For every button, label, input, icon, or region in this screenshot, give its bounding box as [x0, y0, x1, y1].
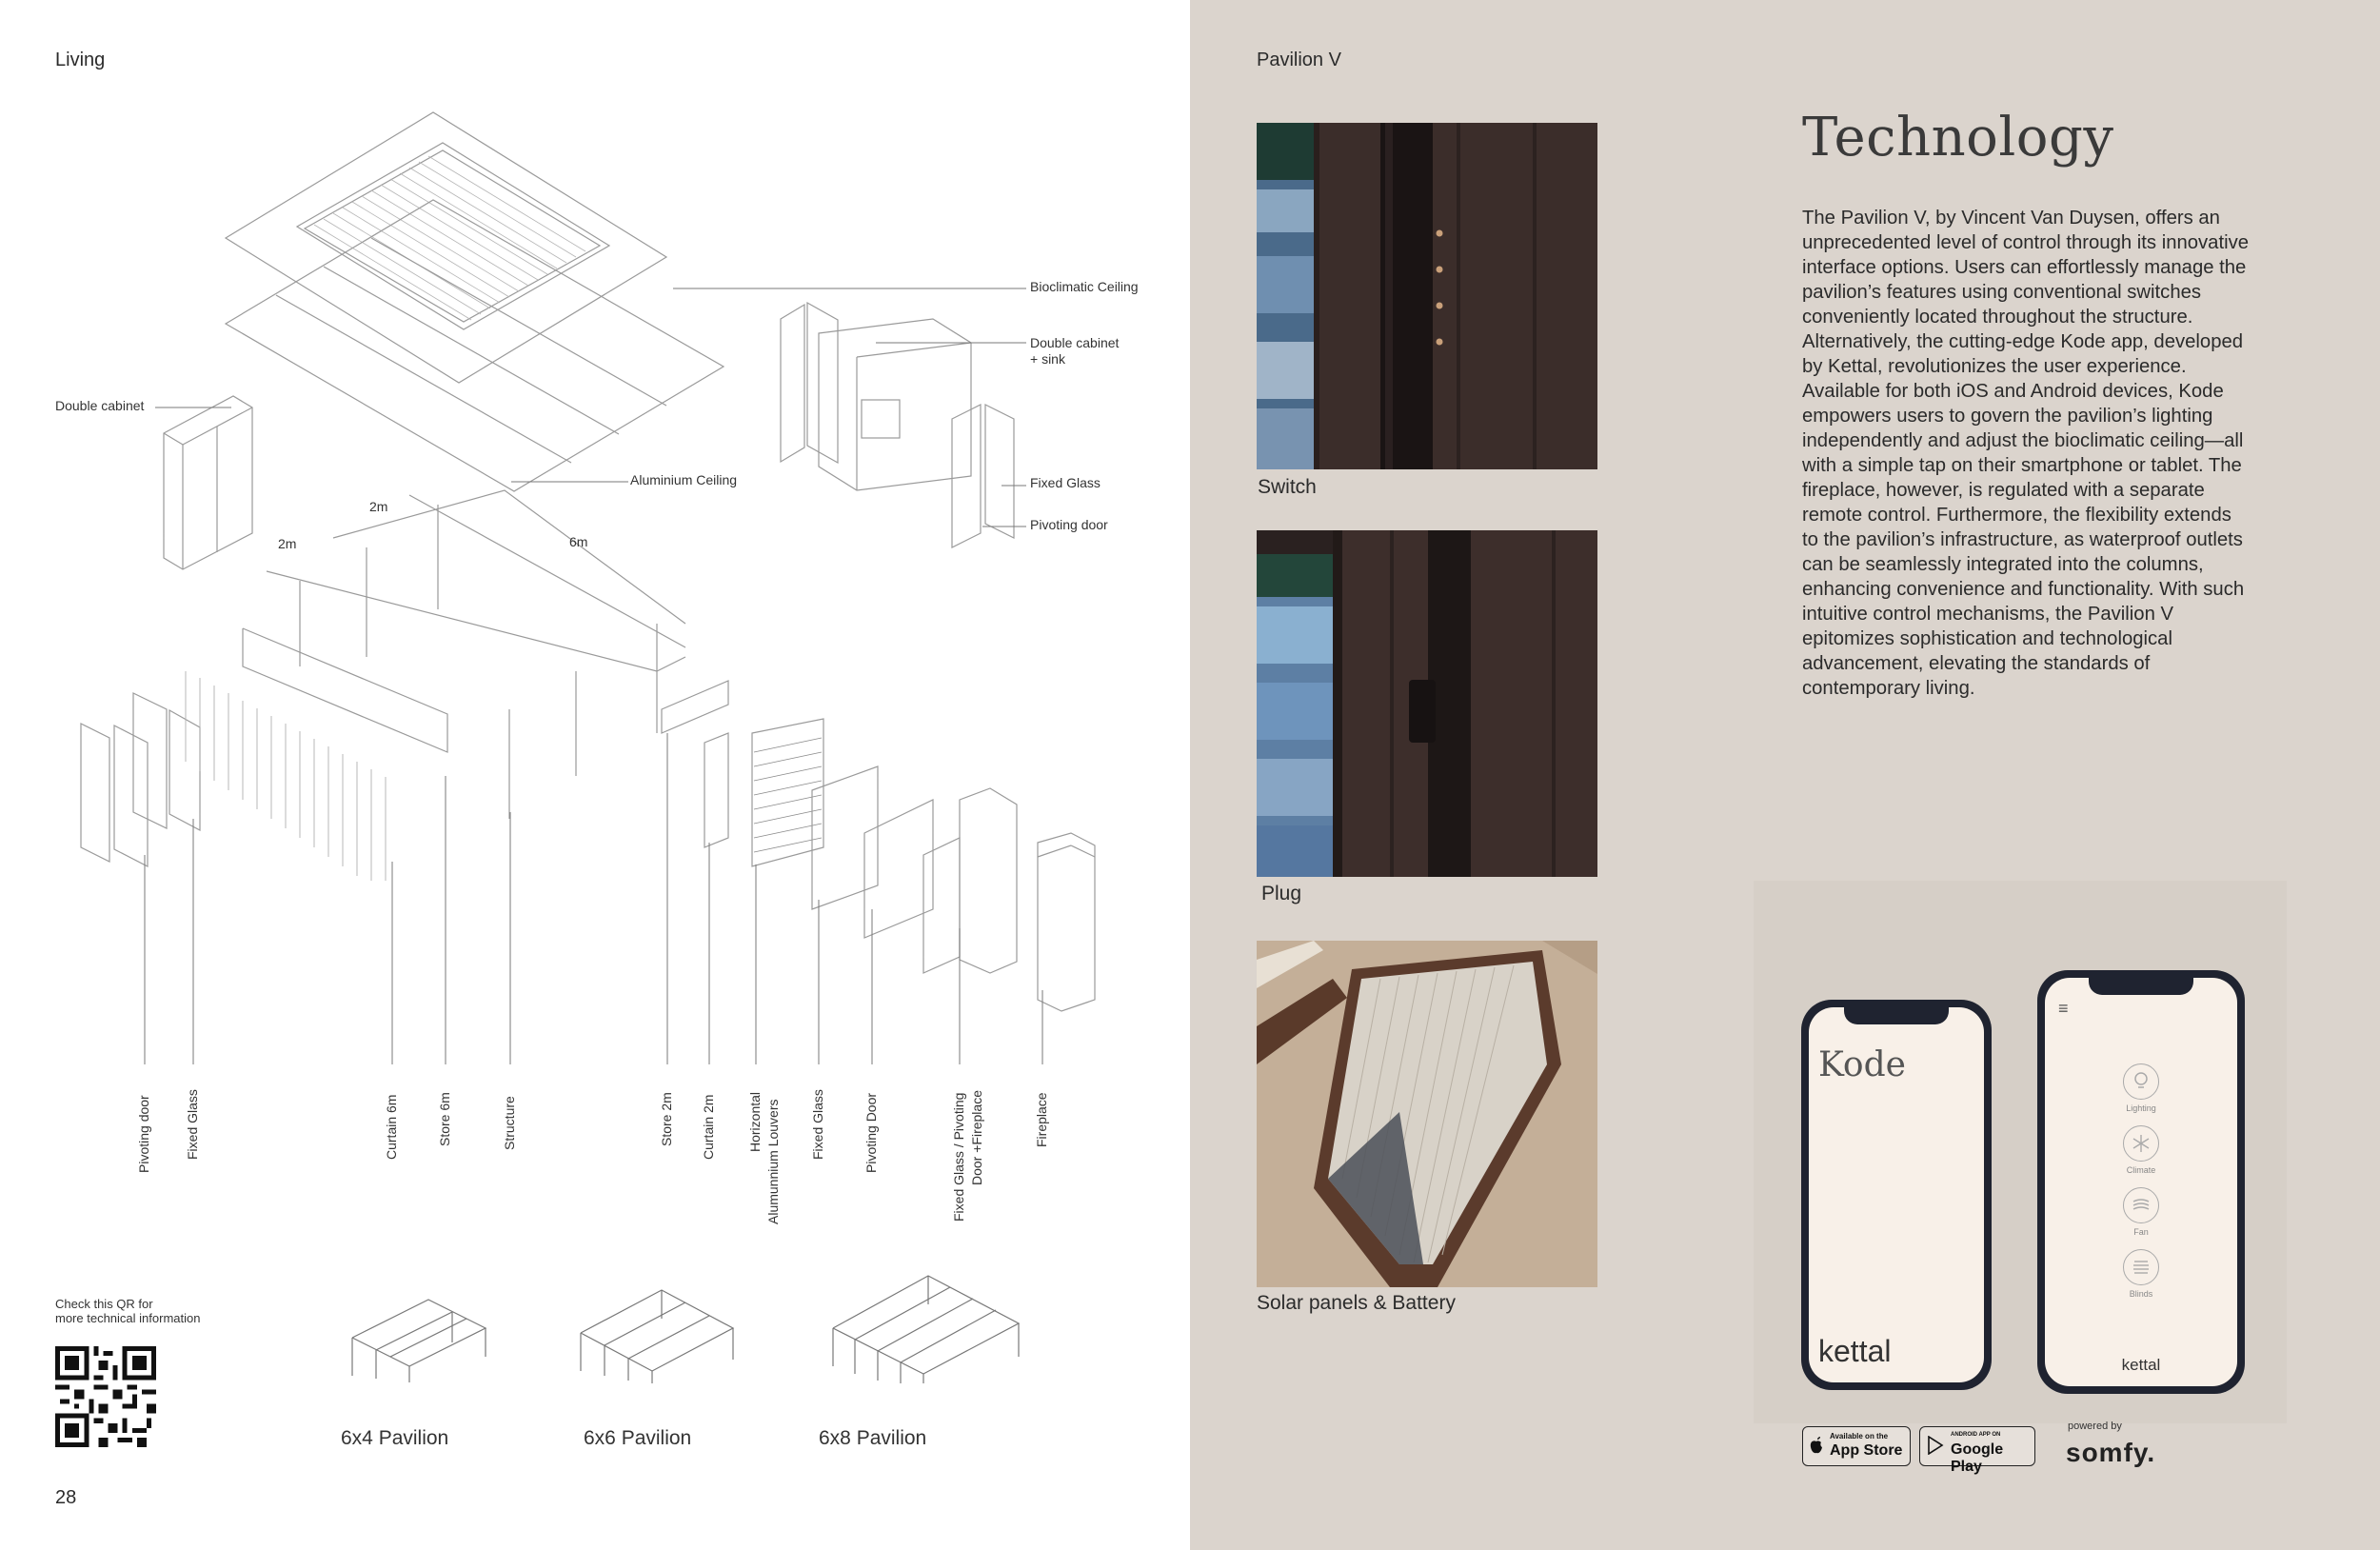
component-label: Structure	[502, 1096, 517, 1150]
phone-screen	[2045, 978, 2237, 1386]
component-label: Horizontal	[747, 1091, 763, 1152]
component-label: Store 6m	[437, 1092, 452, 1146]
callout-bioclimatic-ceiling: Bioclimatic Ceiling	[1030, 279, 1139, 294]
component-label: Fixed Glass / Pivoting	[951, 1092, 966, 1222]
component-label: Door +Fireplace	[969, 1090, 984, 1185]
body-text: The Pavilion V, by Vincent Van Duysen, offers an unprecedented level of control through its innovative interface options. Users can effortlessly manage the pavilion’s features using conventional switches conveniently located throughout the structure. Alternatively, the cutting-edge Kode app, developed by Kettal, revolutionizes the user experience. Available for both iOS and Android devices, Kode empowers users to govern the pavilion’s lighting independently and adjust the bioclimatic ceiling—all with a simple tap on their smartphone or tablet. The fireplace, however, is regulated with a separate remote control. Furthermore, the flexibility extends to the pavilion’s infrastructure, as waterproof outlets can be seamlessly integrated into the columns, enhancing convenience and functionality. With such intuitive control mechanisms, the Pavilion V epitomizes sophistication and technological advancement, elevating the standards of contemporary living.	[1802, 208, 2250, 699]
plug-photo	[1257, 530, 1597, 877]
kettal-logo: kettal	[1818, 1334, 1892, 1368]
solar-panel-photo	[1257, 941, 1597, 1287]
phone-kode	[1801, 1000, 1992, 1390]
callout-aluminium-ceiling: Aluminium Ceiling	[630, 472, 738, 487]
control-label: Lighting	[2126, 1103, 2156, 1113]
qr-note-line1: Check this QR for	[55, 1297, 153, 1311]
pavilion-6x8-label: 6x8 Pavilion	[819, 1427, 927, 1449]
pavilion-6x4-label: 6x4 Pavilion	[341, 1427, 449, 1449]
component-label: Alumunnium Louvers	[765, 1099, 781, 1224]
play-icon	[1927, 1436, 1944, 1455]
component-label: Fixed Glass	[185, 1089, 200, 1160]
app-name: Kode	[1818, 1045, 1906, 1084]
app-store-small: Available on the	[1830, 1432, 1889, 1441]
google-play-big: Google Play	[1951, 1441, 2004, 1475]
control-label: Blinds	[2129, 1289, 2153, 1299]
callout-pivoting-door: Pivoting door	[1030, 517, 1108, 532]
powered-by-label: powered by	[2068, 1421, 2122, 1432]
pavilion-6x6-label: 6x6 Pavilion	[584, 1427, 692, 1449]
callout-double-cabinet: Double cabinet	[55, 398, 145, 413]
fan-icon[interactable]	[2123, 1187, 2159, 1223]
dimension-label: 6m	[569, 534, 588, 549]
blinds-icon[interactable]	[2123, 1249, 2159, 1285]
component-label: Curtain 6m	[384, 1094, 399, 1160]
somfy-logo: somfy.	[2066, 1438, 2156, 1467]
callout-double-cabinet-sink-2: + sink	[1030, 351, 1065, 367]
qr-code[interactable]	[55, 1346, 156, 1447]
component-label: Fireplace	[1034, 1092, 1049, 1147]
callout-fixed-glass: Fixed Glass	[1030, 475, 1101, 490]
snowflake-icon[interactable]	[2123, 1125, 2159, 1162]
component-label: Pivoting door	[136, 1095, 151, 1173]
pavilion-6x4-drawing	[347, 1285, 490, 1385]
component-label: Store 2m	[659, 1092, 674, 1146]
qr-note-line2: more technical information	[55, 1311, 201, 1325]
menu-icon[interactable]: ≡	[2058, 999, 2069, 1018]
app-store-badge[interactable]	[1802, 1426, 1911, 1466]
dimension-label: 2m	[369, 499, 388, 514]
pavilion-6x8-drawing	[828, 1262, 1023, 1385]
callout-double-cabinet-sink: Double cabinet	[1030, 335, 1120, 350]
control-label: Fan	[2133, 1227, 2149, 1237]
google-play-small: ANDROID APP ON	[1951, 1432, 2001, 1438]
section-header: Living	[55, 50, 106, 70]
app-store-big: App Store	[1830, 1442, 1903, 1459]
page-title: Technology	[1802, 107, 2114, 169]
app-showcase	[1754, 881, 2287, 1423]
plug-caption: Plug	[1261, 883, 1302, 904]
phone-controls	[2037, 970, 2245, 1394]
component-label: Fixed Glass	[810, 1089, 825, 1160]
kettal-logo: kettal	[2121, 1356, 2161, 1374]
google-play-badge[interactable]	[1919, 1426, 2035, 1475]
component-label: Curtain 2m	[701, 1094, 716, 1160]
page-number: 28	[55, 1487, 77, 1508]
section-header: Pavilion V	[1257, 50, 1341, 70]
control-label: Climate	[2126, 1165, 2156, 1175]
switch-caption: Switch	[1258, 476, 1317, 498]
switch-photo	[1257, 123, 1597, 469]
dimension-label: 2m	[278, 536, 297, 551]
solar-caption: Solar panels & Battery	[1257, 1292, 1456, 1314]
component-label: Pivoting Door	[863, 1092, 879, 1173]
phone-notch	[2089, 978, 2193, 995]
pavilion-6x6-drawing	[576, 1276, 738, 1385]
qr-note	[55, 1297, 200, 1325]
right-page	[1190, 0, 2380, 1550]
apple-icon	[1810, 1436, 1823, 1455]
bulb-icon[interactable]	[2123, 1063, 2159, 1100]
phone-screen	[1809, 1007, 1984, 1382]
phone-notch	[1844, 1007, 1949, 1024]
